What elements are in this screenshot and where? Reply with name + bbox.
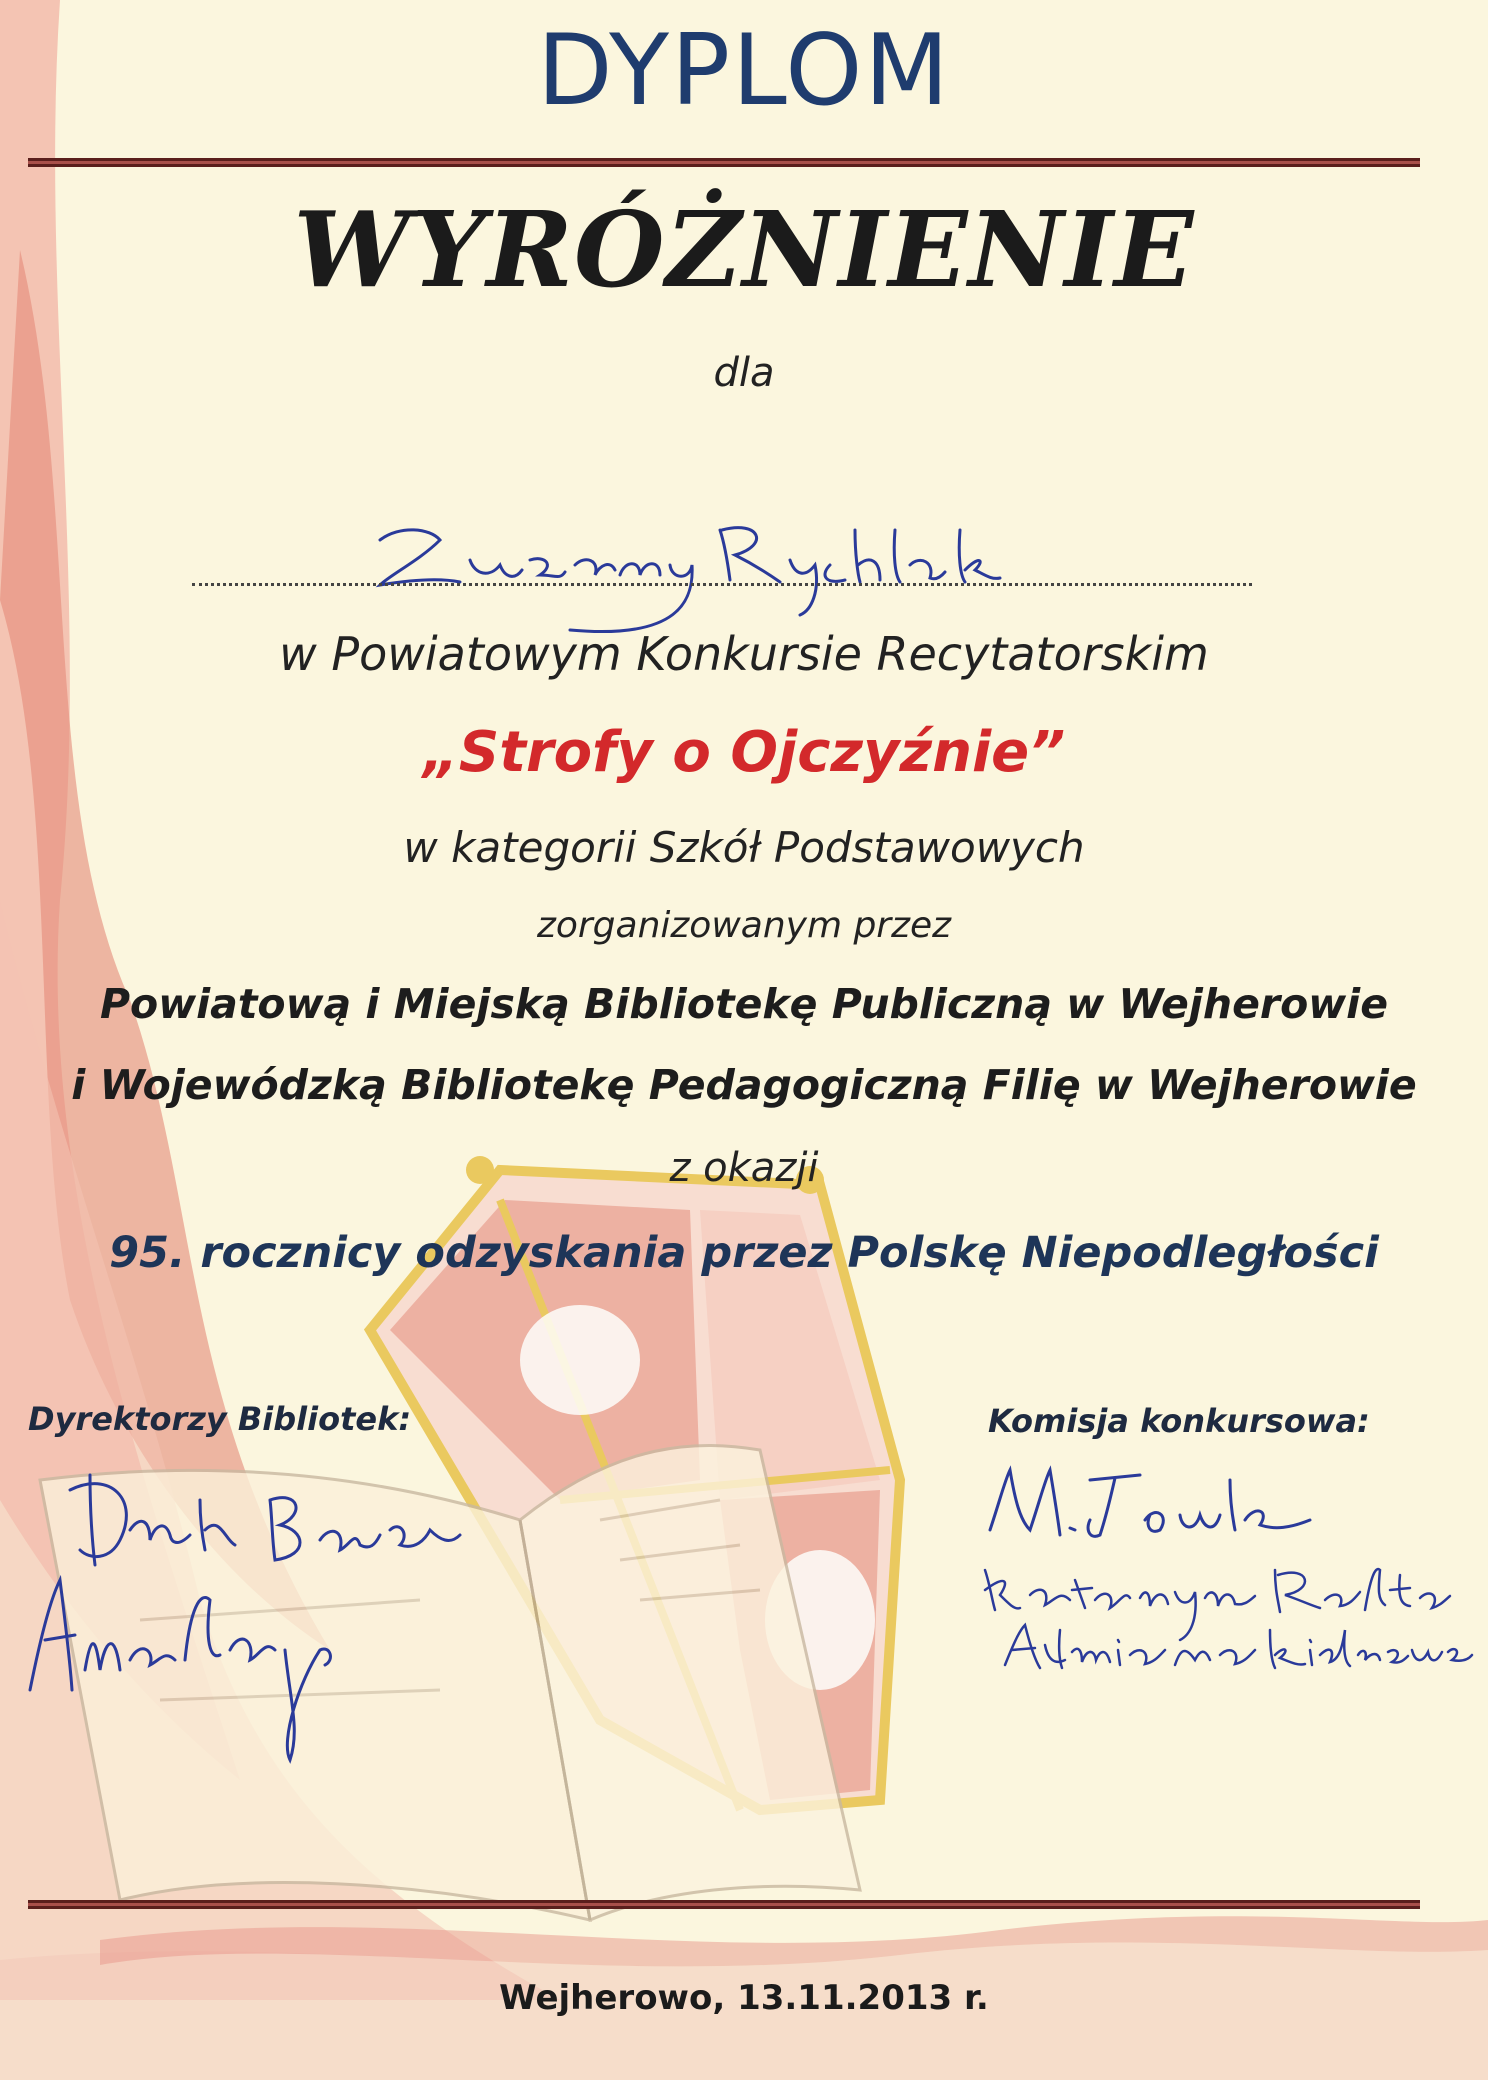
directors-label: Dyrektorzy Bibliotek: (28, 1400, 412, 1438)
competition-line: w Powiatowym Konkursie Recytatorskim (279, 627, 1209, 681)
committee-label: Komisja konkursowa: (988, 1402, 1370, 1440)
place-and-date: Wejherowo, 13.11.2013 r. (499, 1978, 989, 2018)
name-dotted-line (192, 583, 1252, 586)
occasion-line: z okazji (669, 1145, 819, 1191)
competition-name: „Strofy o Ojczyźnie” (422, 720, 1066, 785)
anniversary-line: 95. rocznicy odzyskania przez Polskę Niepodległości (109, 1228, 1379, 1278)
top-divider (28, 158, 1420, 167)
diploma-title: DYPLOM (537, 14, 951, 128)
organizer-1: Powiatową i Miejską Bibliotekę Publiczną w Wejherowie (100, 980, 1388, 1028)
category-line: w kategorii Szkół Podstawowych (403, 823, 1085, 872)
for-label: dla (713, 350, 775, 396)
bottom-divider (28, 1900, 1420, 1909)
open-book (40, 1445, 860, 1920)
organized-by-line: zorganizowanym przez (536, 905, 952, 946)
award-title: WYRÓŻNIENIE (293, 188, 1195, 311)
organizer-2: i Wojewódzką Bibliotekę Pedagogiczną Filię w Wejherowie (71, 1061, 1417, 1109)
